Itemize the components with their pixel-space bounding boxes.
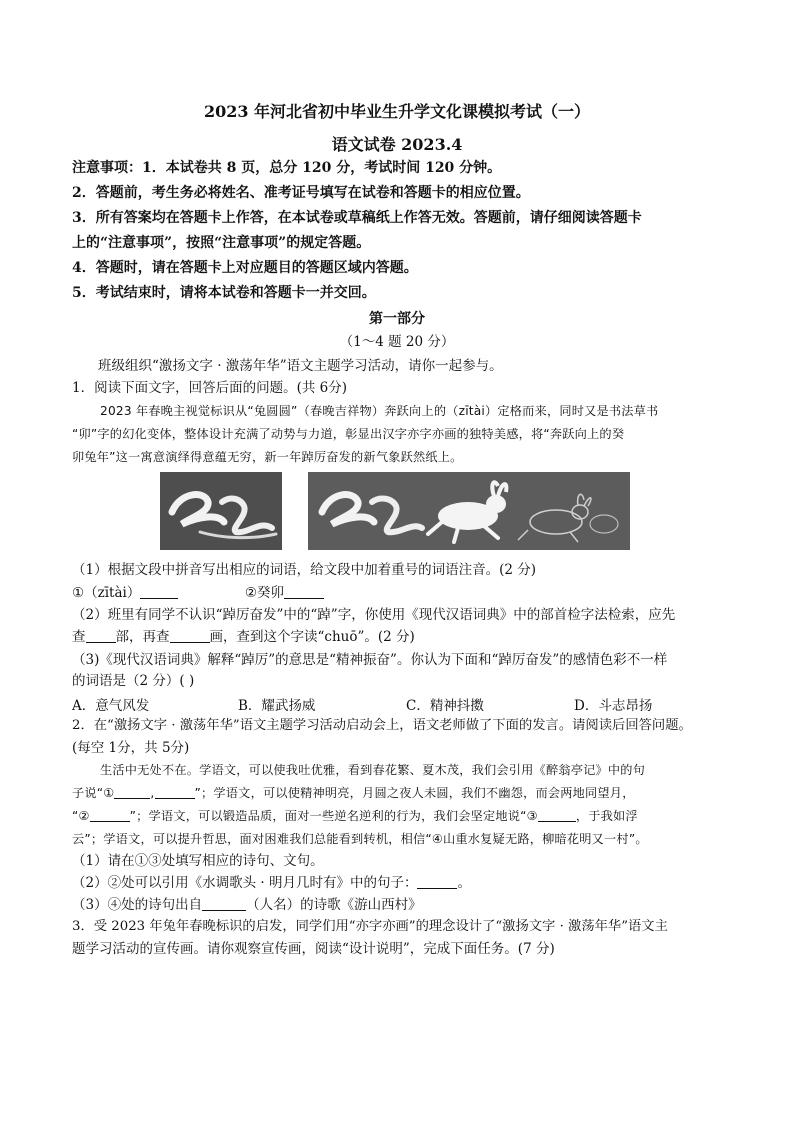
calligraphy-rabbit-image — [308, 472, 630, 550]
q1-option-a[interactable]: A．意气风发 — [72, 698, 150, 714]
q1-option-c[interactable]: C．精神抖擞 — [406, 698, 484, 714]
q1-sub2b-text-3: 画，查到这个字读“chuō”。(2 分) — [209, 629, 415, 645]
q1-passage-2: “卯”字的幻化变体，整体设计充满了动势与力道，彰显出汉字亦字亦画的独特美感，将“奔跃向上的癸 — [72, 427, 625, 441]
note-5: 5．考试结束时，请将本试卷和答题卡一并交回。 — [72, 285, 376, 301]
q1-sub1a-label: ①（zītài） — [72, 585, 141, 601]
q2-p2-text-1: 子说“① — [72, 786, 115, 800]
q1-passage-1: 2023 年春晚主视觉标识从“兔圆圆”（春晚吉祥物）奔跃向上的（zītài）定格而来，同时又是书法草书 — [100, 404, 659, 418]
q2-score: (每空 1分，共 5分) — [72, 740, 190, 756]
q2-sub3 — [72, 895, 732, 915]
note-2: 2．答题前，考生务必将姓名、准考证号填写在试卷和答题卡的相应位置。 — [72, 185, 530, 201]
q2-sub1: （1）请在①③处填写相应的诗句、文句。 — [72, 853, 324, 869]
q2-blank-1b[interactable] — [155, 784, 195, 799]
q1-sub2b-text-2: 部，再查 — [115, 629, 170, 645]
q1-sub2b-text-1: 查 — [72, 629, 86, 645]
q1-passage-3: 卯兔年”这一寓意演绎得意蕴无穷，新一年踔厉奋发的新气象跃然纸上。 — [72, 450, 463, 464]
q1-sub3a: （3)《现代汉语词典》解释“踔厉”的意思是“精神振奋”。你认为下面和“踔厉奋发”的感情色彩不一样 — [72, 652, 668, 668]
q2-p3-text-2: ”；学语文，可以锻造品质，面对一些逆名逆利的行为，我们会坚定地说“③ — [129, 809, 538, 823]
exam-title: 2023 年河北省初中毕业生升学文化课模拟考试（一） — [203, 102, 591, 121]
q2-sub2-period: 。 — [457, 875, 471, 891]
q1-sub1a-blank[interactable] — [140, 584, 178, 599]
part-range: （1～4 题 20 分） — [339, 334, 455, 350]
part-heading: 第一部分 — [369, 311, 425, 327]
q1-sub1b-blank[interactable] — [284, 584, 324, 599]
q2-p2-text-3: ”；学语文，可以使精神明亮，月圆之夜人未圆，我们不幽怨，而会两地同望月， — [194, 786, 635, 800]
q2-stem: 2．在“激扬文字 · 激荡年华”语文主题学习活动启动会上，语文老师做了下面的发言。请阅读后回答问题。 — [72, 718, 692, 733]
activity-intro: 班级组织“激扬文字 · 激荡年华”语文主题学习活动，请你一起参与。 — [98, 358, 503, 374]
q2-sub2 — [72, 873, 732, 893]
q2-blank-1a[interactable] — [114, 784, 150, 799]
q3-stem-2: 题学习活动的宣传画。请你观察宣传画，阅读“设计说明”，完成下面任务。(7 分) — [72, 941, 555, 957]
q2-sub3-text-2: （人名）的诗歌《游山西村》 — [246, 897, 422, 913]
q1-strokes-blank[interactable] — [170, 628, 210, 643]
q2-p2-comma: , — [150, 786, 155, 800]
q1-sub1b-label: ②癸卯 — [244, 585, 285, 601]
note-3a: 3．所有答案均在答题卡上作答，在本试卷或草稿纸上作答无效。答题前，请仔细阅读答题卡 — [72, 210, 642, 226]
q2-p3-text-1: “② — [72, 809, 90, 823]
q1-sub2b — [72, 627, 732, 647]
q2-passage-2 — [72, 783, 732, 803]
q1-sub2a: （2）班里有同学不认识“踔厉奋发”中的“踔”字，你使用《现代汉语词典》中的部首检字法检索，应先 — [72, 607, 676, 623]
exam-subtitle: 语文试卷 2023.4 — [331, 135, 463, 154]
q3-stem-1: 3．受 2023 年兔年春晚标识的启发，同学们用“亦字亦画”的理念设计了“激扬文字 · 激荡年华”语文主 — [72, 919, 668, 934]
q1-sub3b: 的词语是（2 分）( ) — [72, 673, 195, 689]
q2-passage-4: 云”；学语文，可以提升哲思，面对困难我们总能看到转机，相信“④山重水复疑无路，柳暗花明又一村”。 — [72, 832, 648, 846]
q1-radical-blank[interactable] — [86, 628, 116, 643]
q2-sub2-text: （2）②处可以引用《水调歌头 · 明月几时有》中的句子： — [72, 875, 418, 891]
note-3b: 上的“注意事项”，按照“注意事项”的规定答题。 — [72, 235, 371, 251]
q1-sub1-blanks — [72, 583, 732, 603]
q2-blank-2[interactable] — [90, 807, 130, 822]
note-4: 4．答题时，请在答题卡上对应题目的答题区域内答题。 — [72, 260, 418, 276]
q2-sub3-text-1: （3）④处的诗句出自 — [72, 897, 203, 913]
note-1: 注意事项：1．本试卷共 8 页，总分 120 分，考试时间 120 分钟。 — [72, 160, 502, 176]
q1-sub1: （1）根据文段中拼音写出相应的词语，给文段中加着重号的词语注音。(2 分) — [72, 562, 537, 578]
calligraphy-mao-image — [160, 472, 282, 550]
q1-option-b[interactable]: B．耀武扬威 — [238, 698, 316, 714]
q2-sub2-blank[interactable] — [417, 874, 457, 889]
q2-p3-text-3: ，于我如浮 — [575, 809, 638, 823]
q2-blank-3[interactable] — [538, 807, 576, 822]
q2-passage-3 — [72, 806, 732, 826]
q1-stem: 1．阅读下面文字，回答后面的问题。(共 6分) — [72, 380, 348, 396]
q2-sub3-blank[interactable] — [202, 896, 246, 911]
q1-option-d[interactable]: D．斗志昂扬 — [574, 698, 653, 714]
q2-passage-1: 生活中无处不在。学语文，可以使我吐优雅，看到春花繁、夏木茂，我们会引用《醉翁亭记》中的句 — [100, 763, 646, 777]
